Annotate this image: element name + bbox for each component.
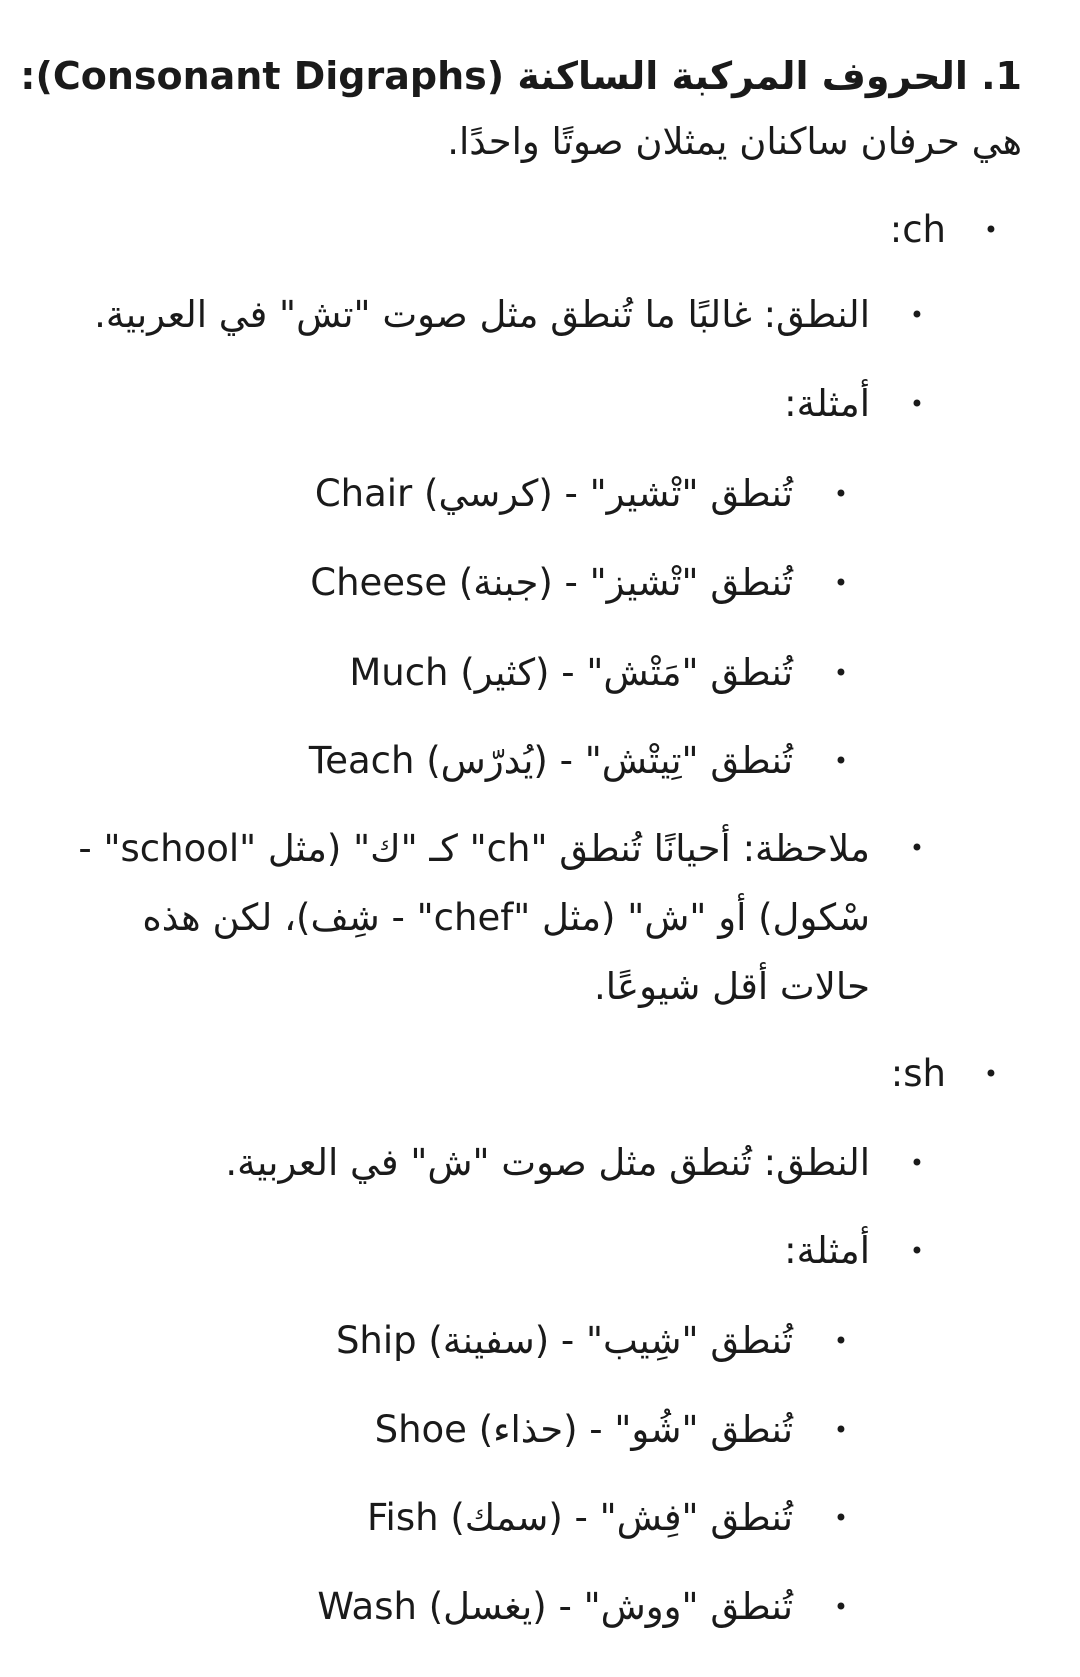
example-item: تُنطق "تِيتْش" - (يُدرّس) Teach xyxy=(308,739,793,782)
bullet: • xyxy=(833,1504,848,1532)
pronunciation-ch: النطق: غالبًا ما تُنطق مثل صوت "تش" في العربية. xyxy=(94,293,870,336)
bullet: • xyxy=(833,569,848,597)
bullet: • xyxy=(833,1593,848,1621)
bullet: • xyxy=(833,1416,848,1444)
pronunciation-sh: النطق: تُنطق مثل صوت "ش" في العربية. xyxy=(225,1141,870,1184)
example-item: تُنطق "تْشيز" - (جبنة) Cheese xyxy=(310,561,793,604)
examples-label-ch: أمثلة: xyxy=(784,382,870,425)
example-item: تُنطق "ووش" - (يغسل) Wash xyxy=(317,1585,793,1628)
note-ch: ملاحظة: أحيانًا تُنطق "ch" كـ "ك" (مثل "school" - سْكول) أو "ش" (مثل "chef" - شِف)، لكن هذه حالات أقل شيوعًا. xyxy=(78,827,870,1008)
digraph-label-ch: ch: xyxy=(889,208,946,251)
example-item: تُنطق "شُو" - (حذاء) Shoe xyxy=(374,1408,793,1451)
examples-label-sh: أمثلة: xyxy=(784,1229,870,1272)
bullet: • xyxy=(833,480,848,508)
example-item: تُنطق "شِيب" - (سفينة) Ship xyxy=(335,1319,793,1362)
bullet: • xyxy=(909,834,924,862)
bullet: • xyxy=(983,1060,998,1088)
intro-text: هي حرفان ساكنان يمثلان صوتًا واحدًا. xyxy=(447,120,1022,163)
section-heading: 1. الحروف المركبة الساكنة (Consonant Digraphs): xyxy=(20,54,1022,98)
bullet: • xyxy=(833,1327,848,1355)
bullet: • xyxy=(909,1149,924,1177)
bullet: • xyxy=(833,659,848,687)
example-item: تُنطق "تْشير" - (كرسي) Chair xyxy=(314,472,793,515)
example-item: تُنطق "مَتْش" - (كثير) Much xyxy=(349,651,793,694)
bullet: • xyxy=(833,747,848,775)
digraph-label-sh: sh: xyxy=(890,1052,946,1095)
bullet: • xyxy=(909,301,924,329)
bullet: • xyxy=(983,216,998,244)
bullet: • xyxy=(909,390,924,418)
bullet: • xyxy=(909,1237,924,1265)
example-item: تُنطق "فِش" - (سمك) Fish xyxy=(366,1496,793,1539)
